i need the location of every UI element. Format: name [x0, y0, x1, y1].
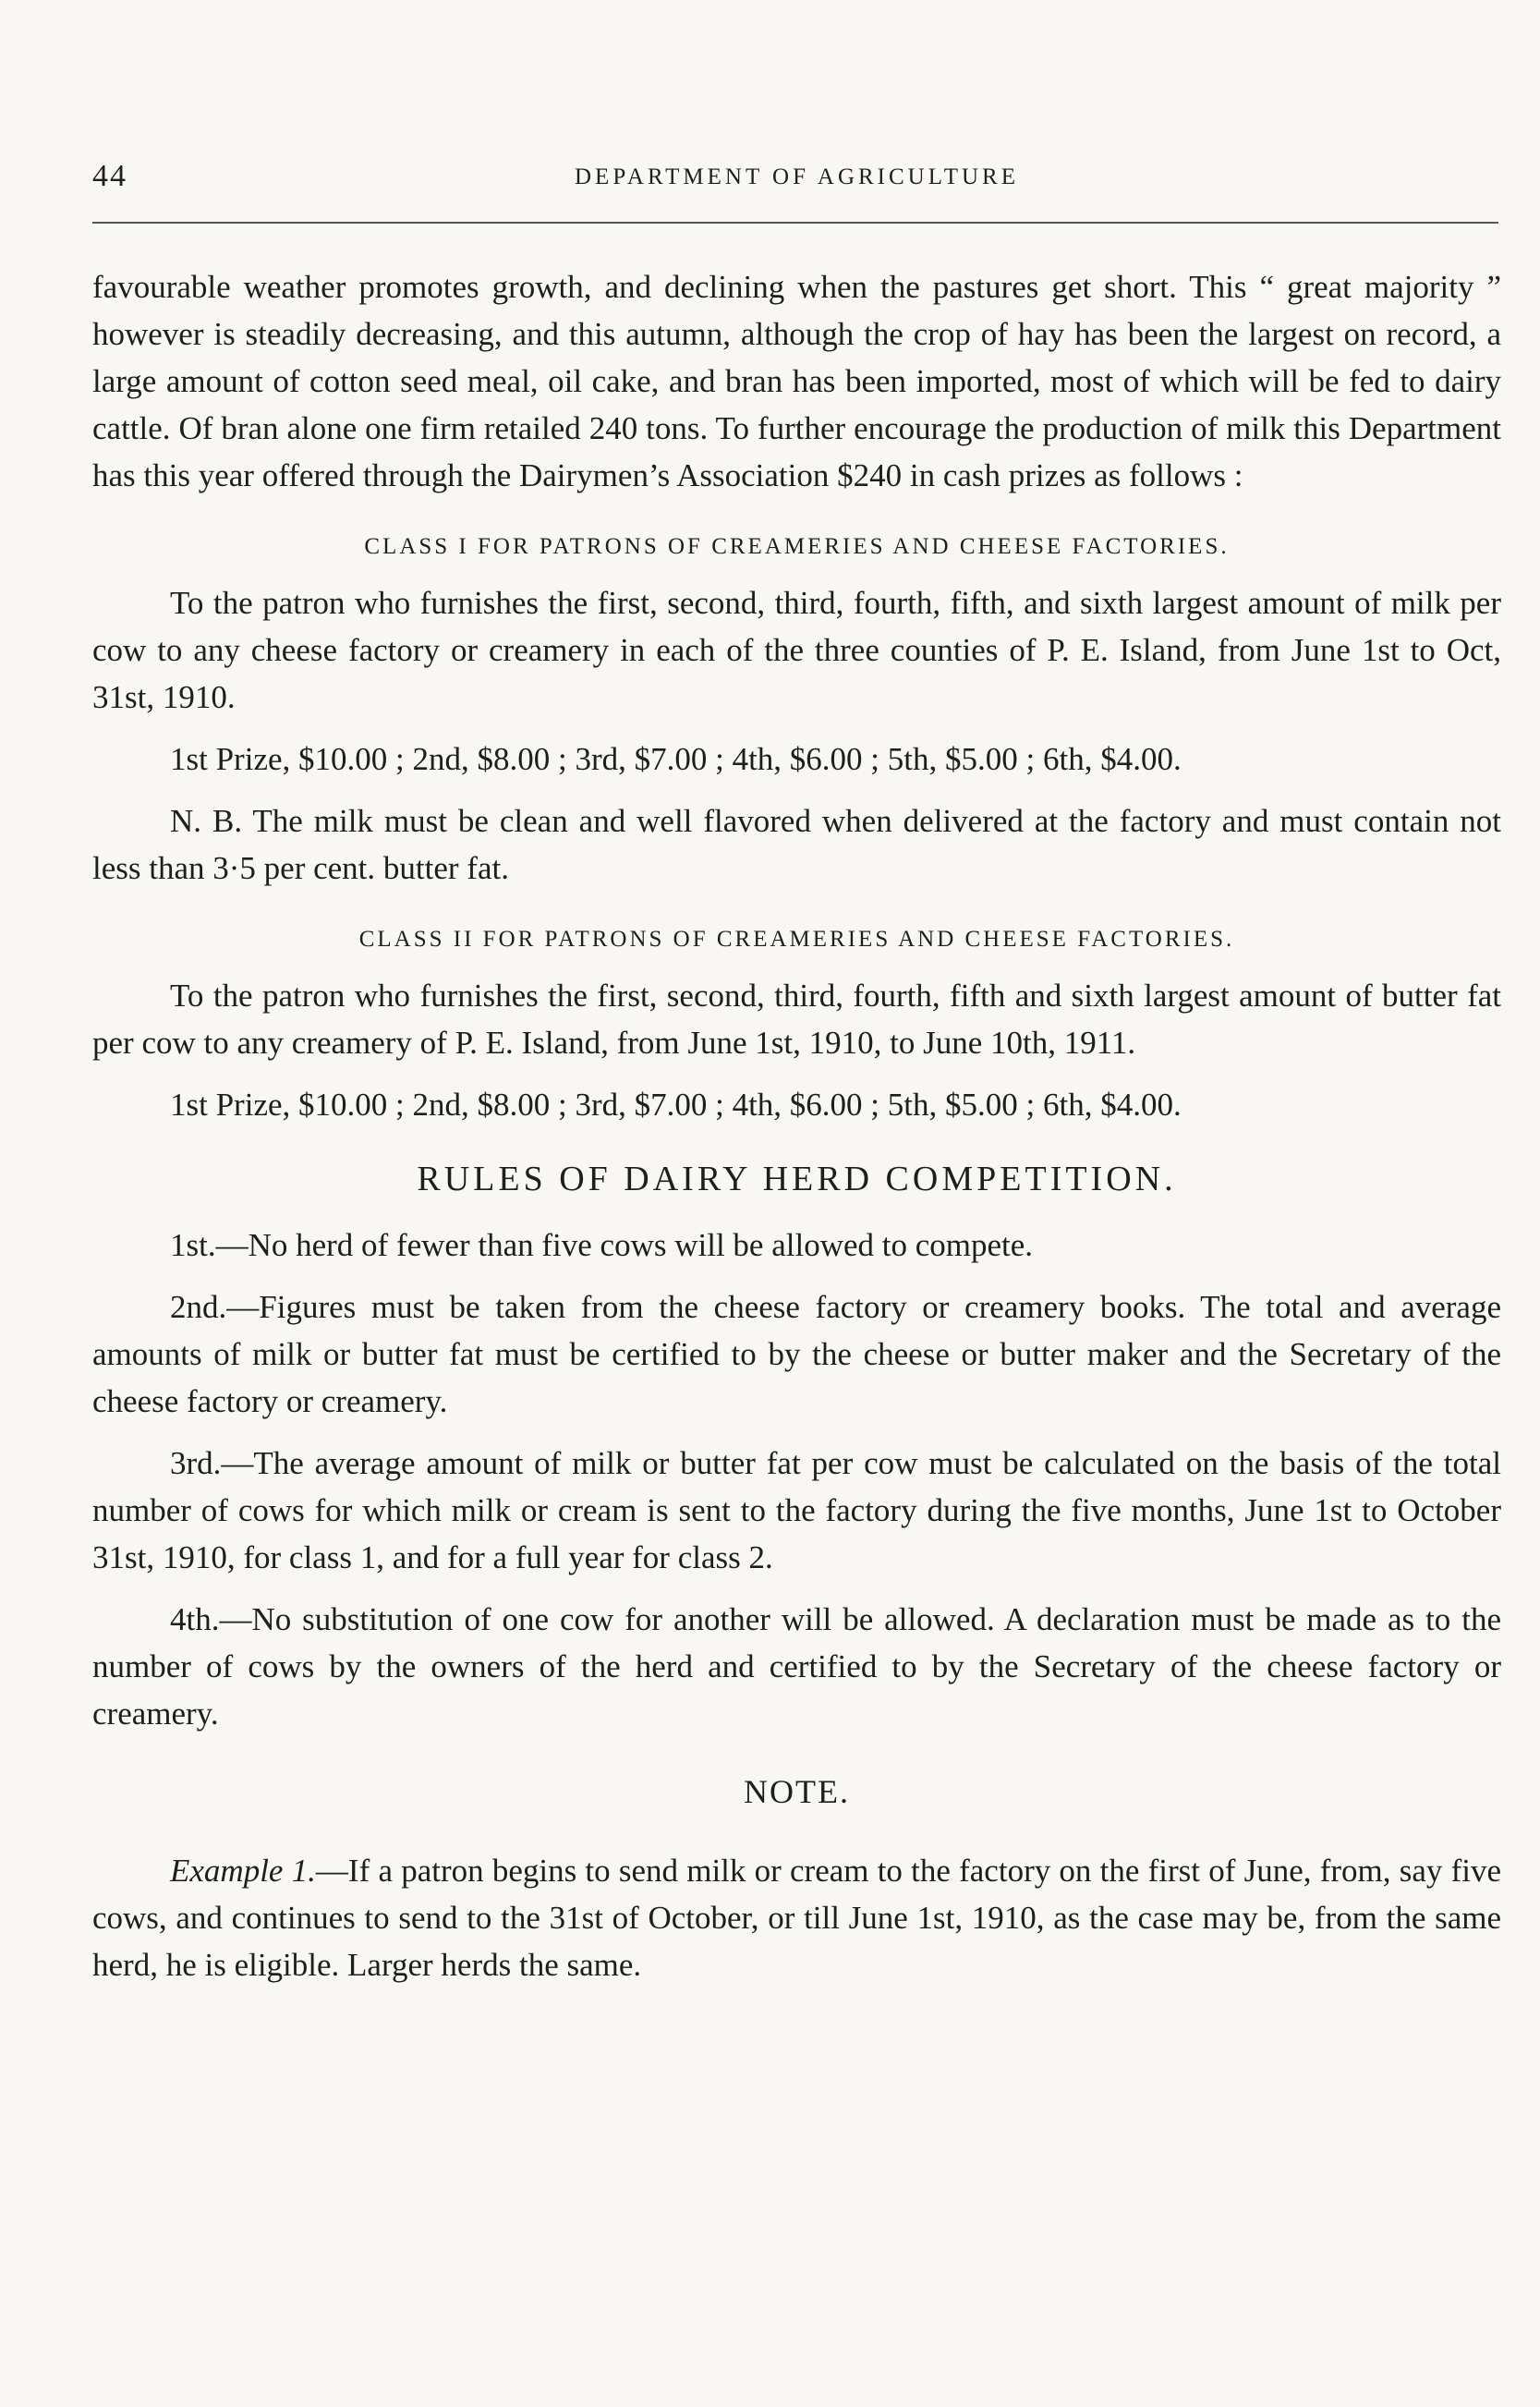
running-head: DEPARTMENT OF AGRICULTURE	[575, 164, 1019, 189]
class1-heading: CLASS I FOR PATRONS OF CREAMERIES AND CHEESE FACTORIES.	[364, 534, 1230, 559]
rule-item: 4th.—No substitution of one cow for another will be allowed. A declaration must be made as to the number of cows by the owners of the herd and certified to by the Secretary of the cheese factory or creamery.	[92, 1601, 1501, 1732]
rules-heading: RULES OF DAIRY HERD COMPETITION.	[417, 1160, 1177, 1198]
intro-paragraph: favourable weather promotes growth, and declining when the pastures get short. This “ great majority ” however is steadily decreasing, and this autumn, although the crop of hay has been the largest on record, a large amount of cotton seed meal, oil cake, and bran has been imported, most of which will be fed to dairy cattle. Of bran alone one firm retailed 240 tons. To further encourage the production of milk this Department has this year offered through the Dairymen’s Association $240 in cash prizes as follows :	[92, 269, 1501, 493]
page-header	[92, 159, 1501, 201]
class1-text: To the patron who furnishes the first, second, third, fourth, fifth, and sixth largest amount of milk per cow to any cheese factory or creamery in each of the three counties of P. E. Island, from June 1st to Oct, 31st, 1910.	[92, 585, 1501, 715]
class1-prizes: 1st Prize, $10.00 ; 2nd, $8.00 ; 3rd, $7.00 ; 4th, $6.00 ; 5th, $5.00 ; 6th, $4.00.	[170, 741, 1182, 777]
example-paragraph	[92, 1847, 1501, 1988]
example-label: Example 1.	[170, 1853, 316, 1889]
header-rule	[92, 222, 1498, 224]
note-heading: NOTE.	[744, 1773, 850, 1810]
page-body	[92, 263, 1501, 1988]
rule-item: 3rd.—The average amount of milk or butter fat per cow must be calculated on the basis of the total number of cows for which milk or cream is sent to the factory during the five months, June 1st to October 31st, 1910, for class 1, and for a full year for class 2.	[92, 1445, 1501, 1575]
rule-item: 2nd.—Figures must be taken from the cheese factory or creamery books. The total and average amounts of milk or butter fat must be certified to by the cheese or butter maker and the Secretary of the cheese factory or creamery.	[92, 1289, 1501, 1419]
class1-note: N. B. The milk must be clean and well flavored when delivered at the factory and must contain not less than 3·5 per cent. butter fat.	[92, 803, 1501, 886]
class2-text: To the patron who furnishes the first, second, third, fourth, fifth and sixth largest amount of butter fat per cow to any creamery of P. E. Island, from June 1st, 1910, to June 10th, 1911.	[92, 978, 1501, 1061]
class2-heading: CLASS II FOR PATRONS OF CREAMERIES AND CHEESE FACTORIES.	[358, 927, 1235, 952]
rule-item: 1st.—No herd of fewer than five cows will be allowed to compete.	[170, 1227, 1034, 1263]
class2-prizes: 1st Prize, $10.00 ; 2nd, $8.00 ; 3rd, $7.00 ; 4th, $6.00 ; 5th, $5.00 ; 6th, $4.00.	[170, 1087, 1182, 1123]
example-text: —If a patron begins to send milk or cream to the factory on the first of June, from, say five cows, and continues to send to the 31st of October, or till June 1st, 1910, as the case may be, from the same herd, he is eligible. Larger herds the same.	[92, 1853, 1502, 1983]
page-number: 44	[92, 159, 127, 193]
